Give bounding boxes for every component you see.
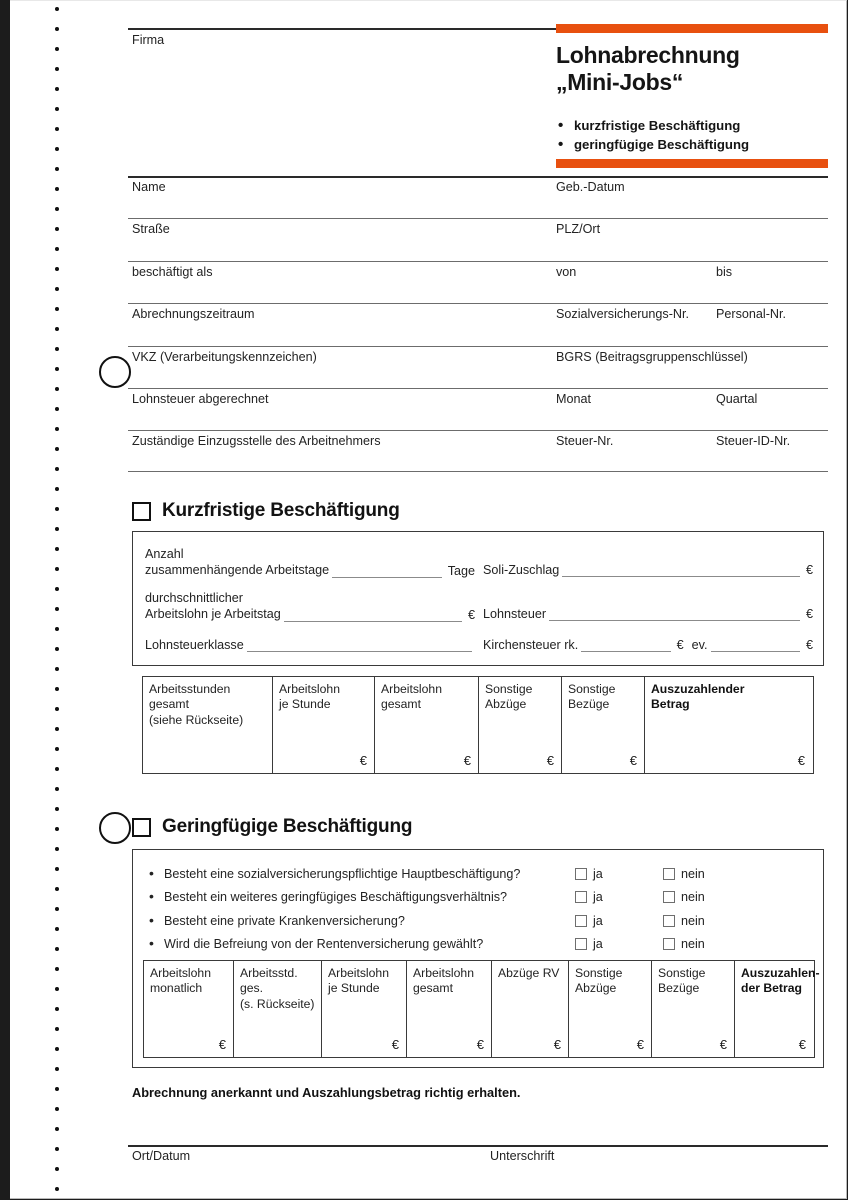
column-header: Arbeitsstd. ges. (s. Rückseite) <box>240 966 315 1011</box>
question-text: • Besteht eine sozialversicherungspflichtige Hauptbeschäftigung? <box>147 867 575 881</box>
label-plz-ort: PLZ/Ort <box>556 222 601 236</box>
field-label-lohnsteuer: Lohnsteuer <box>483 607 547 621</box>
column-header: Auszuzahlen- der Betrag <box>741 966 820 996</box>
label-bgrs: BGRS (Beitragsgruppenschlüssel) <box>556 350 748 364</box>
column-header: Arbeitslohn monatlich <box>150 966 211 996</box>
checkbox-q2-yes[interactable] <box>575 891 587 903</box>
accent-bar-bottom <box>556 159 828 168</box>
option-label: ja <box>593 913 603 928</box>
option-label: nein <box>681 890 705 905</box>
table-column-8[interactable] <box>735 961 820 1057</box>
question-row <box>147 862 807 886</box>
question-text: • Wird die Befreiung von der Rentenversicherung gewählt? <box>147 937 575 951</box>
table-column-3[interactable] <box>322 961 407 1057</box>
label-sv-nr: Sozialversicherungs-Nr. <box>556 307 689 321</box>
label-strasse: Straße <box>132 222 170 236</box>
label-name: Name <box>132 180 166 194</box>
option-label: nein <box>681 937 705 952</box>
label-bis: bis <box>716 265 733 279</box>
currency-symbol: € <box>546 753 554 768</box>
option-label: nein <box>681 913 705 928</box>
currency-symbol: € <box>797 753 805 768</box>
column-header: Arbeitslohn je Stunde <box>279 682 340 712</box>
punch-hole-icon <box>99 812 131 844</box>
label-beschaeftigt-als: beschäftigt als <box>132 265 213 279</box>
currency-symbol: € <box>359 753 367 768</box>
currency-symbol: € <box>463 753 471 768</box>
question-text: • Besteht eine private Krankenversicherung? <box>147 914 575 928</box>
confirmation-text: Abrechnung anerkannt und Auszahlungsbetrag richtig erhalten. <box>132 1085 521 1100</box>
column-header: Arbeitsstunden gesamt (siehe Rückseite) <box>149 682 244 727</box>
field-label-kirchensteuer-ev: ev. <box>691 638 708 652</box>
option-yes[interactable] <box>575 867 663 881</box>
label-ort-datum: Ort/Datum <box>132 1149 191 1163</box>
input-lohnsteuer[interactable] <box>549 606 800 621</box>
column-header: Sonstige Bezüge <box>658 966 706 996</box>
unit-euro: € <box>467 608 475 623</box>
currency-symbol: € <box>476 1037 484 1052</box>
input-kirchensteuer-rk[interactable] <box>581 637 670 652</box>
label-personal-nr: Personal-Nr. <box>716 307 786 321</box>
column-header: Sonstige Abzüge <box>575 966 623 996</box>
field-anzahl-arbeitstage[interactable] <box>145 546 475 578</box>
field-label-durchschnittlicher-arbeitslohn: durchschnittlicher Arbeitslohn je Arbeitstag <box>145 591 281 622</box>
table-column-1[interactable] <box>144 961 234 1057</box>
form-header <box>556 24 828 168</box>
table-column-2[interactable] <box>273 677 375 773</box>
column-header: Arbeitslohn je Stunde <box>328 966 389 996</box>
field-lohnsteuerklasse[interactable] <box>145 637 475 652</box>
column-header: Sonstige Abzüge <box>485 682 533 712</box>
punch-hole-icon <box>99 356 131 388</box>
rule-bottom <box>128 471 828 472</box>
table-geringfuegige-betraege <box>143 960 820 1058</box>
checkbox-q3-no[interactable] <box>663 915 675 927</box>
table-column-6[interactable] <box>569 961 652 1057</box>
option-label: ja <box>593 937 603 952</box>
column-header: Arbeitslohn gesamt <box>413 966 474 996</box>
checkbox-q2-no[interactable] <box>663 891 675 903</box>
currency-symbol: € <box>218 1037 226 1052</box>
option-no[interactable] <box>663 937 751 951</box>
label-firma: Firma <box>132 33 165 47</box>
question-text: • Besteht ein weiteres geringfügiges Beschäftigungsverhältnis? <box>147 890 575 904</box>
column-header: Abzüge RV <box>498 966 560 980</box>
rule-name <box>128 176 828 178</box>
table-column-6[interactable] <box>645 677 812 773</box>
checkbox-q1-no[interactable] <box>663 868 675 880</box>
unit-euro: € <box>806 638 814 652</box>
rule-einzugsstelle <box>128 430 828 431</box>
currency-symbol: € <box>553 1037 561 1052</box>
section-heading-geringfuegige <box>132 816 412 838</box>
table-column-5[interactable] <box>562 677 645 773</box>
header-bullet-2: • geringfügige Beschäftigung <box>556 135 828 154</box>
field-soli-zuschlag[interactable] <box>483 562 813 577</box>
column-header: Sonstige Bezüge <box>568 682 616 712</box>
field-kirchensteuer[interactable] <box>483 637 813 652</box>
option-yes[interactable] <box>575 914 663 928</box>
checkbox-q4-yes[interactable] <box>575 938 587 950</box>
input-durchschnittlicher-arbeitslohn[interactable] <box>284 607 462 622</box>
label-quartal: Quartal <box>716 392 758 406</box>
panel-geringfuegige <box>132 849 824 1068</box>
input-lohnsteuerklasse[interactable] <box>247 637 472 652</box>
option-no[interactable] <box>663 890 751 904</box>
header-bullet-1: • kurzfristige Beschäftigung <box>556 116 828 135</box>
question-row <box>147 909 807 933</box>
option-label: ja <box>593 890 603 905</box>
label-steuer-id-nr: Steuer-ID-Nr. <box>716 434 791 448</box>
input-soli-zuschlag[interactable] <box>562 562 800 577</box>
input-anzahl-arbeitstage[interactable] <box>332 563 442 578</box>
unit-tage: Tage <box>447 564 475 579</box>
rule-lohnsteuer <box>128 388 828 389</box>
option-no[interactable] <box>663 914 751 928</box>
label-monat: Monat <box>556 392 592 406</box>
option-yes[interactable] <box>575 890 663 904</box>
signature-rule <box>128 1145 828 1147</box>
table-column-2[interactable] <box>234 961 322 1057</box>
rule-firma <box>128 28 556 30</box>
label-einzugsstelle: Zuständige Einzugsstelle des Arbeitnehmers <box>132 434 381 448</box>
perforation-strip <box>55 7 60 1195</box>
field-lohnsteuer[interactable] <box>483 606 813 621</box>
input-kirchensteuer-ev[interactable] <box>711 637 800 652</box>
rule-beschaeftigt <box>128 261 828 262</box>
label-abrechnungszeitraum: Abrechnungszeitraum <box>132 307 255 321</box>
table-column-7[interactable] <box>652 961 735 1057</box>
unit-euro: € <box>805 563 813 577</box>
title-line-1: Lohnabrechnung <box>556 42 740 68</box>
rule-strasse <box>128 218 828 219</box>
form-content <box>128 0 828 1199</box>
title-line-2: „Mini-Jobs“ <box>556 68 684 95</box>
table-column-1[interactable] <box>143 677 273 773</box>
field-label-lohnsteuerklasse: Lohnsteuerklasse <box>145 638 244 652</box>
currency-symbol: € <box>391 1037 399 1052</box>
table-kurzfristige-betraege <box>142 676 814 774</box>
label-steuer-nr: Steuer-Nr. <box>556 434 614 448</box>
checkbox-q1-yes[interactable] <box>575 868 587 880</box>
option-label: ja <box>593 866 603 881</box>
table-column-5[interactable] <box>492 961 569 1057</box>
question-row <box>147 933 807 957</box>
checkbox-q4-no[interactable] <box>663 938 675 950</box>
section-heading-kurzfristige <box>132 500 400 522</box>
currency-symbol: € <box>798 1037 806 1052</box>
field-durchschnittlicher-arbeitslohn[interactable] <box>145 590 475 622</box>
rule-abrechnungszeitraum <box>128 303 828 304</box>
option-no[interactable] <box>663 867 751 881</box>
field-label-kirchensteuer-rk: Kirchensteuer rk. <box>483 638 579 652</box>
field-label-anzahl-arbeitstage: Anzahl zusammenhängende Arbeitstage <box>145 547 330 578</box>
header-bullet-list <box>556 96 828 159</box>
column-header: Auszuzahlender Betrag <box>651 682 745 712</box>
section-title-kurzfristige: Kurzfristige Beschäftigung <box>162 500 400 521</box>
label-von: von <box>556 265 577 279</box>
checkbox-kurzfristige-beschaeftigung[interactable] <box>132 502 151 521</box>
currency-symbol: € <box>629 753 637 768</box>
label-vkz: VKZ (Verarbeitungskennzeichen) <box>132 350 317 364</box>
column-header: Arbeitslohn gesamt <box>381 682 442 712</box>
rule-vkz <box>128 346 828 347</box>
panel-kurzfristige <box>132 531 824 666</box>
table-column-3[interactable] <box>375 677 479 773</box>
table-column-4[interactable] <box>479 677 562 773</box>
unit-euro: € <box>676 638 684 652</box>
option-label: nein <box>681 866 705 881</box>
label-unterschrift: Unterschrift <box>490 1149 555 1163</box>
label-lohnsteuer-abgerechnet: Lohnsteuer abgerechnet <box>132 392 269 406</box>
question-list <box>147 862 807 956</box>
checkbox-geringfuegige-beschaeftigung[interactable] <box>132 818 151 837</box>
table-column-4[interactable] <box>407 961 492 1057</box>
question-row <box>147 886 807 910</box>
field-label-soli-zuschlag: Soli-Zuschlag <box>483 563 560 577</box>
page-title <box>556 33 828 96</box>
accent-bar-top <box>556 24 828 33</box>
option-yes[interactable] <box>575 937 663 951</box>
section-title-geringfuegige: Geringfügige Beschäftigung <box>162 816 413 837</box>
currency-symbol: € <box>719 1037 727 1052</box>
checkbox-q3-yes[interactable] <box>575 915 587 927</box>
currency-symbol: € <box>636 1037 644 1052</box>
unit-euro: € <box>805 607 813 621</box>
label-geb-datum: Geb.-Datum <box>556 180 625 194</box>
